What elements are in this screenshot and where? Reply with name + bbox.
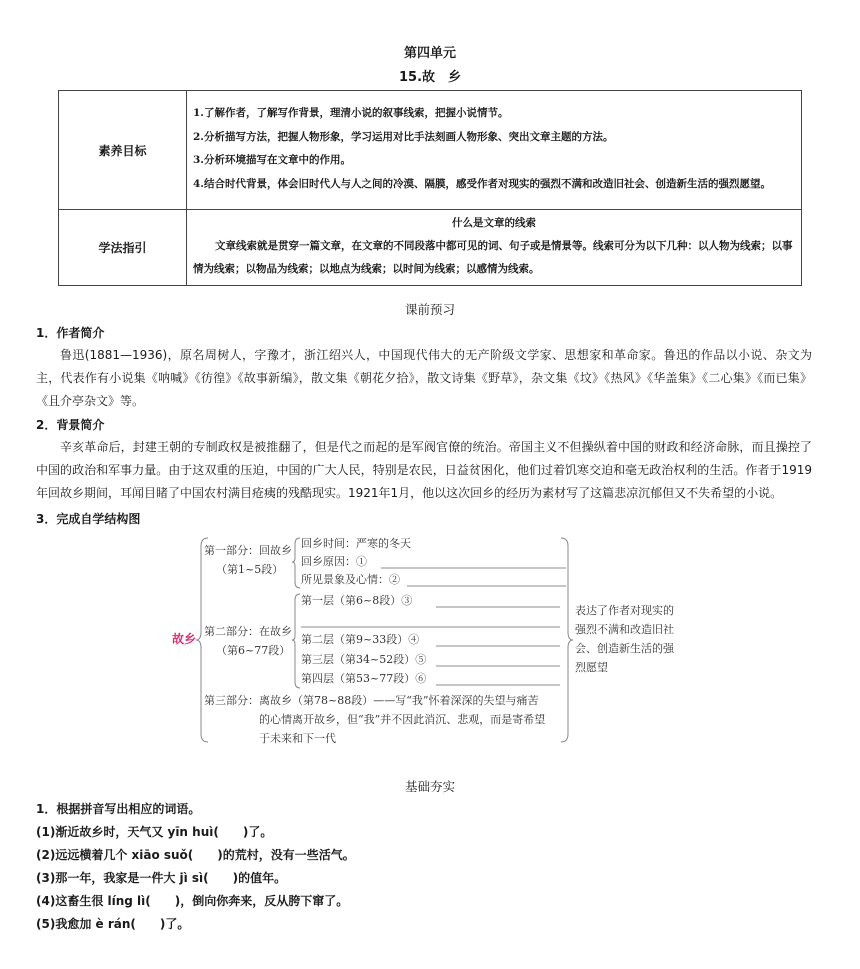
- preview-section-title: 课前预习: [404, 302, 455, 317]
- part1-line-3: 所见景象及心情：②: [301, 573, 400, 586]
- summary-line-2: 强烈不满和改造旧社: [575, 623, 674, 636]
- exercise-item: (3)那一年，我家是一件大 jì sì( )的值年。: [36, 871, 287, 885]
- part3-line-2: 的心情离开故乡，但“我”并不因此消沉、悲观，而是寄希望: [259, 713, 546, 726]
- author-paragraph: 鲁迅(1881—1936)，原名周树人，字豫才，浙江绍兴人，中国现代伟大的无产阶级文学家、思想家和革命家。鲁迅的作品以小说、杂文为主，代表作有小说集《呐喊》《彷徨》《故事新编》，散文集《朝花夕拾》，散文诗集《野草》，杂文集《坟》《热风》《华盖集》《二心集》《而已集》《且介亭杂文》等。: [36, 348, 812, 408]
- unit-title: 第四单元: [403, 46, 456, 61]
- summary-line-1: 表达了作者对现实的: [575, 604, 674, 617]
- summary-line-3: 会、创造新生活的强: [575, 642, 674, 655]
- part1-label: 第一部分：回故乡: [204, 544, 292, 557]
- part1-line-2: 回乡原因：①: [301, 555, 367, 568]
- goal-item: 1.了解作者，了解写作背景，理清小说的叙事线索，把握小说情节。: [193, 107, 509, 119]
- part2-line-3: 第三层（第34~52段）⑤: [301, 653, 427, 666]
- guide-label: 学法指引: [59, 210, 187, 286]
- part2-line-4: 第四层（第53~77段）⑥: [301, 672, 427, 685]
- goal-item: 2.分析描写方法，把握人物形象，学习运用对比手法刻画人物形象、突出文章主题的方法。: [193, 130, 614, 143]
- goals-table: [58, 90, 802, 286]
- background-heading: 2．背景简介: [36, 418, 105, 432]
- part2-line-1: 第一层（第6~8段）③: [301, 594, 413, 607]
- summary-line-4: 烈愿望: [575, 661, 608, 674]
- background-paragraph: 辛亥革命后，封建王朝的专制政权是被推翻了，但是代之而起的是军阀官僚的统治。帝国主义不但操纵着中国的财政和经济命脉，而且操控了中国的政治和军事力量。由于这双重的压迫，中国的广大人民，特别是农民，日益贫困化，他们过着饥寒交迫和毫无政治权利的生活。作者于1919年回故乡期间，耳闻目睹了中国农村满目疮痍的残酷现实。1921年1月，他以这次回乡的经历为素材写了这篇悲凉沉郁但又不失希望的小说。: [36, 440, 812, 500]
- goals-row: [59, 91, 802, 210]
- root-brace: [196, 538, 208, 742]
- author-heading: 1．作者简介: [36, 326, 105, 340]
- basics-section-title: 基础夯实: [404, 779, 455, 794]
- part3-line-1: 第三部分：离故乡（第78~88段）——写“我”怀着深深的失望与痛苦: [204, 694, 539, 707]
- guide-title: 什么是文章的线索: [452, 217, 536, 229]
- guide-cell: [187, 210, 802, 286]
- structure-heading: 3．完成自学结构图: [36, 512, 141, 526]
- part2-range: （第6~77段）: [216, 644, 291, 657]
- part3-line-3: 于未来和下一代: [259, 732, 336, 745]
- exercise-item: (4)这畜生很 líng lì( )，倒向你奔来，反从胯下窜了。: [36, 894, 349, 908]
- exercise-item: (5)我愈加 è rán( )了。: [36, 917, 190, 931]
- guide-row: [59, 210, 802, 286]
- exercise-item: (1)渐近故乡时，天气又 yīn huì( )了。: [36, 825, 273, 839]
- goals-cell: [187, 91, 802, 210]
- part2-line-2: 第二层（第9~33段）④: [301, 633, 420, 646]
- part1-range: （第1~5段）: [216, 563, 284, 576]
- part1-brace: [292, 538, 300, 588]
- structure-chart: [168, 532, 708, 747]
- guide-text: 文章线索就是贯穿一篇文章，在文章的不同段落中都可见的词、句子或是情景等。线索可分为以下几种：以人物为线索；以事情为线索；以物品为线索；以地点为线索；以时间为线索；以感情为线索。: [193, 240, 793, 275]
- exercise-item: (2)远远横着几个 xiāo suǒ( )的荒村，没有一些活气。: [36, 848, 355, 862]
- exercise-heading: 1．根据拼音写出相应的词语。: [36, 802, 201, 816]
- summary-brace: [561, 538, 573, 742]
- goal-item: 4.结合时代背景，体会旧时代人与人之间的冷漠、隔膜，感受作者对现实的强烈不满和改造旧社会、创造新生活的强烈愿望。: [193, 177, 771, 190]
- part1-line-1: 回乡时间：严寒的冬天: [301, 537, 411, 550]
- part2-brace: [292, 594, 300, 688]
- lesson-title: 15.故 乡: [398, 70, 462, 85]
- chart-root-label: 故乡: [172, 632, 197, 646]
- goal-item: 3.分析环境描写在文章中的作用。: [193, 154, 351, 166]
- goals-label: 素养目标: [59, 91, 187, 210]
- part2-label: 第二部分：在故乡: [204, 625, 292, 638]
